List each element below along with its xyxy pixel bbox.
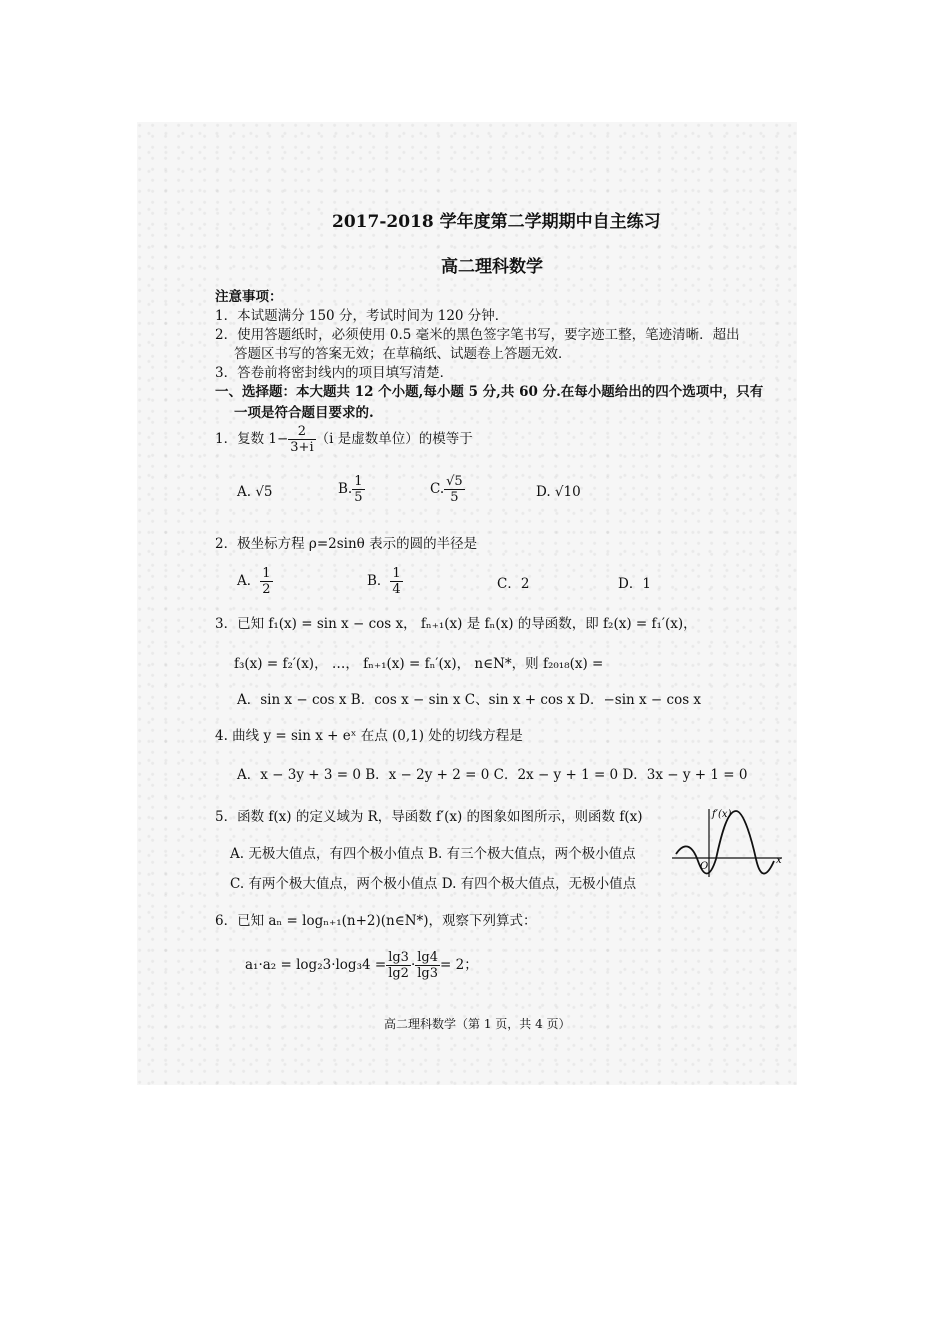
q6-fraction-1 [386, 950, 411, 981]
note-1: 1．本试题满分 150 分，考试时间为 120 分钟． [215, 308, 509, 324]
q2-b-num: 1 [392, 566, 401, 581]
q3-options: A．sin x − cos x B．cos x − sin x C、sin x + cos x D．−sin x − cos x [237, 692, 702, 708]
notes-heading: 注意事项： [215, 289, 283, 305]
q2-option-a [237, 566, 273, 597]
question-2: 2．极坐标方程 ρ=2sinθ 表示的圆的半径是 [215, 536, 478, 552]
q1-c-label: C. [430, 481, 445, 497]
graph-y-label: f′(x) [712, 809, 732, 820]
q6-f2-den: lg3 [417, 966, 439, 981]
q6-dot: · [410, 957, 416, 973]
graph-origin-label: O [700, 861, 709, 872]
note-2-cont: 答题区书写的答案无效；在草稿纸、试题卷上答题无效． [234, 346, 572, 362]
q2-b-fraction [390, 566, 402, 597]
q1-b-num: 1 [354, 474, 363, 489]
section-1-line-1: 一、选择题：本大题共 12 个小题,每小题 5 分,共 60 分.在每小题给出的四个选项中，只有 [215, 384, 764, 400]
q2-b-label: B． [367, 573, 391, 589]
q1-option-d: D. √10 [536, 484, 581, 500]
page-footer: 高二理科数学（第 1 页，共 4 页） [384, 1017, 571, 1031]
q6-equation [245, 950, 478, 981]
exam-title: 2017-2018 学年度第二学期期中自主练习 [332, 212, 661, 232]
question-4: 4. 曲线 y = sin x + eˣ 在点 (0,1) 处的切线方程是 [215, 728, 523, 744]
q5-options-ab: A. 无极大值点，有四个极小值点 B. 有三个极大值点，两个极小值点 [230, 846, 636, 862]
q1-b-den: 5 [354, 490, 363, 505]
q6-eq-suffix: = 2； [440, 957, 478, 973]
q2-b-den: 4 [392, 582, 401, 597]
q6-eq-prefix: a₁·a₂ = log₂3·log₃4 = [245, 957, 387, 973]
q1-c-den: 5 [450, 490, 459, 505]
exam-subtitle: 高二理科数学 [441, 257, 543, 277]
q1-c-num: √5 [446, 474, 463, 489]
q6-f2-num: lg4 [417, 950, 439, 965]
note-3: 3．答卷前将密封线内的项目填写清楚． [215, 365, 454, 381]
q6-f1-den: lg2 [388, 966, 409, 981]
graph-curve [676, 811, 774, 874]
q2-option-b [367, 566, 403, 597]
q6-fraction-2 [415, 950, 440, 981]
q1-suffix: （i 是虚数单位）的模等于 [315, 431, 473, 447]
q2-option-c: C．2 [497, 576, 530, 592]
question-6: 6．已知 aₙ = logₙ₊₁(n+2)(n∈N*)，观察下列算式： [215, 913, 537, 929]
question-3-line-1: 3．已知 f₁(x) = sin x − cos x， fₙ₊₁(x) 是 fₙ(x) 的导函数，即 f₂(x) = f₁′(x)， [215, 616, 697, 632]
q1-frac-den: 3+i [290, 440, 314, 455]
section-1-line-2: 一项是符合题目要求的. [234, 405, 374, 421]
q1-b-label: B. [338, 481, 353, 497]
q1-prefix: 1．复数 1− [215, 431, 289, 447]
q1-option-c [430, 474, 465, 505]
q4-options: A．x − 3y + 3 = 0 B．x − 2y + 2 = 0 C．2x − y + 1 = 0 D．3x − y + 1 = 0 [237, 767, 748, 783]
q1-option-a: A. √5 [237, 484, 273, 500]
note-2: 2．使用答题纸时，必须使用 0.5 毫米的黑色签字笔书写，要字迹工整，笔迹清晰．超出 [215, 327, 740, 343]
q2-a-label: A． [237, 573, 261, 589]
q1-b-fraction [352, 474, 364, 505]
q2-a-fraction [260, 566, 272, 597]
q1-frac-num: 2 [288, 424, 315, 440]
q5-options-cd: C. 有两个极大值点，两个极小值点 D. 有四个极大值点，无极小值点 [230, 876, 637, 892]
q1-c-fraction [444, 474, 465, 505]
q1-option-b [338, 474, 365, 505]
q2-a-den: 2 [262, 582, 271, 597]
question-5: 5．函数 f(x) 的定义域为 R，导函数 f′(x) 的图象如图所示，则函数 f(x) [215, 809, 643, 825]
graph-x-label: x [776, 855, 782, 866]
q2-option-d: D．1 [618, 576, 651, 592]
q1-fraction [288, 424, 315, 455]
derivative-graph [670, 801, 790, 881]
q6-f1-num: lg3 [388, 950, 409, 965]
question-3-line-2: f₃(x) = f₂′(x)， …， fₙ₊₁(x) = fₙ′(x)， n∈N*，则 f₂₀₁₈(x) = [234, 656, 604, 672]
q2-a-num: 1 [262, 566, 271, 581]
question-1 [215, 424, 473, 455]
